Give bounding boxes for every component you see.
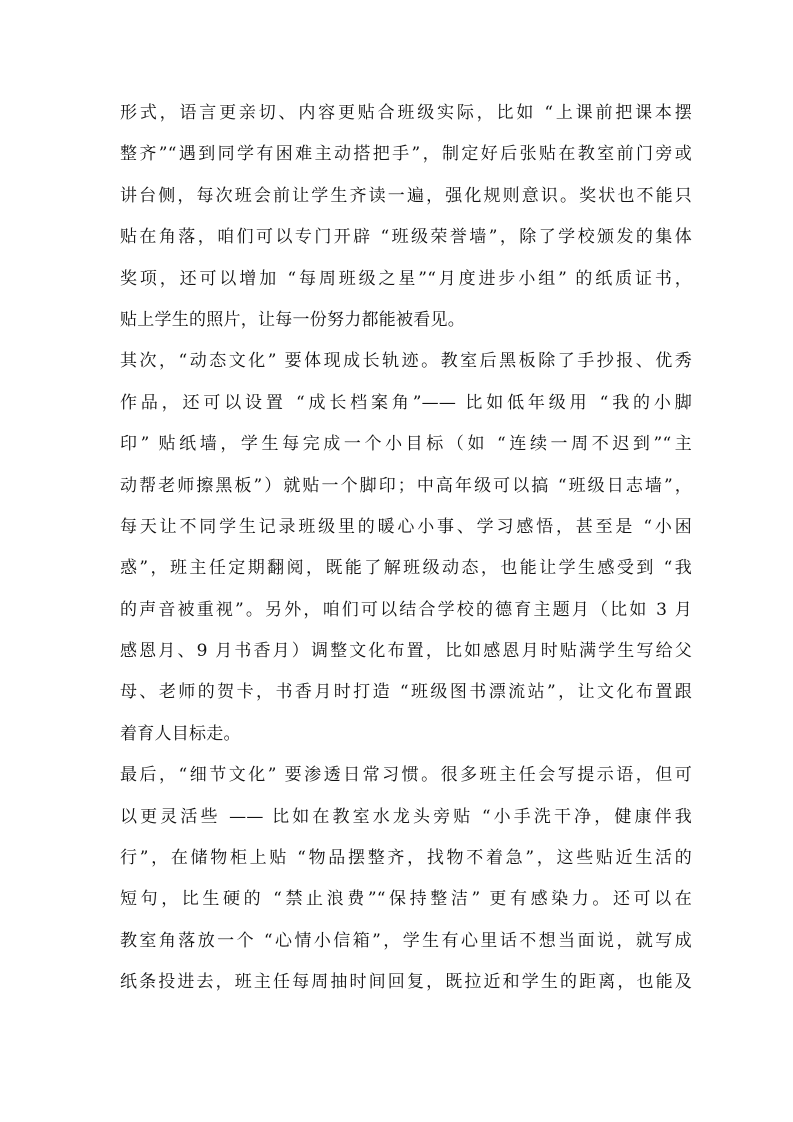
text-line: 惑”，班主任定期翻阅，既能了解班级动态，也能让学生感受到 “我 [120, 558, 692, 579]
text-line: 行”，在储物柜上贴 “物品摆整齐，找物不着急”，这些贴近生活的 [120, 848, 692, 869]
paragraph [120, 755, 692, 1003]
text-line: 每天让不同学生记录班级里的暖心小事、学习感悟，甚至是 “小困 [120, 516, 692, 537]
body-text [120, 93, 692, 1004]
text-line: 以更灵活些 —— 比如在教室水龙头旁贴 “小手洗干净，健康伴我 [120, 806, 692, 827]
text-line: 形式，语言更亲切、内容更贴合班级实际，比如 “上课前把课本摆 [120, 103, 692, 123]
text-line: 着育人目标走。 [120, 723, 241, 744]
text-line: 贴在角落，咱们可以专门开辟 “班级荣誉墙”，除了学校颁发的集体 [120, 227, 692, 248]
text-line: 纸条投进去，班主任每周抽时间回复，既拉近和学生的距离，也能及 [120, 972, 692, 993]
text-line: 动帮老师擦黑板”）就贴一个脚印；中高年级可以搞 “班级日志墙”， [120, 475, 692, 496]
text-line: 短句，比生硬的 “禁止浪费”“保持整洁” 更有感染力。还可以在 [120, 889, 692, 910]
text-line: 教室角落放一个 “心情小信箱”，学生有心里话不想当面说，就写成 [120, 930, 692, 951]
text-line: 感恩月、9 月书香月）调整文化布置，比如感恩月时贴满学生写给父 [120, 641, 692, 662]
paragraph [120, 341, 692, 755]
text-line: 奖项，还可以增加 “每周班级之星”“月度进步小组” 的纸质证书， [120, 268, 692, 289]
text-line: 最后，“细节文化” 要渗透日常习惯。很多班主任会写提示语，但可 [120, 765, 692, 786]
text-line: 母、老师的贺卡，书香月时打造 “班级图书漂流站”，让文化布置跟 [120, 682, 692, 703]
text-line: 整齐”“遇到同学有困难主动搭把手”，制定好后张贴在教室前门旁或 [120, 144, 692, 165]
text-line: 讲台侧，每次班会前让学生齐读一遍，强化规则意识。奖状也不能只 [120, 185, 692, 206]
paragraph [120, 93, 692, 341]
text-line: 其次，“动态文化” 要体现成长轨迹。教室后黑板除了手抄报、优秀 [120, 351, 692, 372]
text-line: 贴上学生的照片，让每一份努力都能被看见。 [120, 309, 465, 330]
text-line: 的声音被重视”。另外，咱们可以结合学校的德育主题月（比如 3 月 [120, 599, 692, 620]
text-line: 印” 贴纸墙，学生每完成一个小目标（如 “连续一周不迟到”“主 [120, 434, 692, 455]
text-line: 作品，还可以设置 “成长档案角”—— 比如低年级用 “我的小脚 [120, 392, 692, 413]
